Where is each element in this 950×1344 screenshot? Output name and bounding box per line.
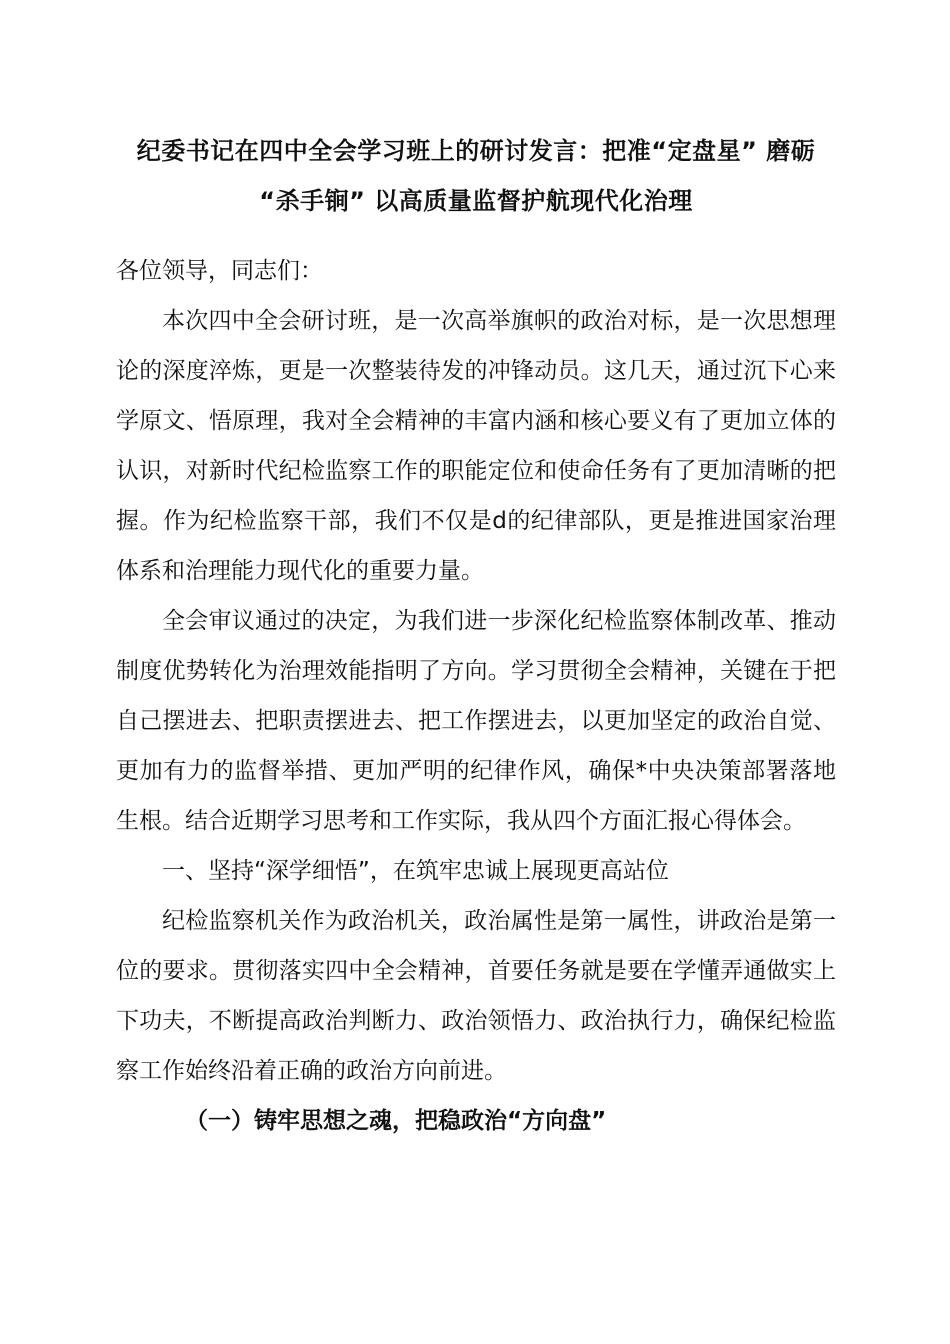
salutation: 各位领导，同志们： (116, 258, 323, 284)
paragraph-2: 全会审议通过的决定，为我们进一步深化纪检监察体制改革、推动制度优势转化为治理效能指明了方向。学习贯彻全会精神，关键在于把自己摆进去、把职责摆进去、把工作摆进去，以更加坚定的政治自觉、更加有力的监督举措、更加严明的纪律作风，确保*中央决策部署落地生根。结合近期学习思考和工作实际，我从四个方面汇报心得体会。 (116, 608, 836, 834)
paragraph-3: 纪检监察机关作为政治机关，政治属性是第一属性，讲政治是第一位的要求。贯彻落实四中全会精神，首要任务就是要在学懂弄通做实上下功夫，不断提高政治判断力、政治领悟力、政治执行力，确保纪检监察工作始终沿着正确的政治方向前进。 (116, 908, 836, 1084)
subsection-heading-1: （一）铸牢思想之魂，把稳政治“方向盘” (185, 1108, 607, 1134)
title-line-2: “杀手锏” 以高质量监督护航现代化治理 (259, 187, 693, 215)
paragraph-1: 本次四中全会研讨班，是一次高举旗帜的政治对标，是一次思想理论的深度淬炼，更是一次整装待发的冲锋动员。这几天，通过沉下心来学原文、悟原理，我对全会精神的丰富内涵和核心要义有了更加立体的认识，对新时代纪检监察工作的职能定位和使命任务有了更加清晰的把握。作为纪检监察干部，我们不仅是d的纪律部队，更是推进国家治理体系和治理能力现代化的重要力量。 (116, 308, 836, 584)
document-title (116, 126, 836, 226)
section-heading-1: 一、坚持“深学细悟”，在筑牢忠诚上展现更高站位 (162, 858, 669, 884)
document-page (116, 126, 836, 1146)
title-line-1: 纪委书记在四中全会学习班上的研讨发言：把准“定盘星” 磨砺 (136, 137, 816, 165)
